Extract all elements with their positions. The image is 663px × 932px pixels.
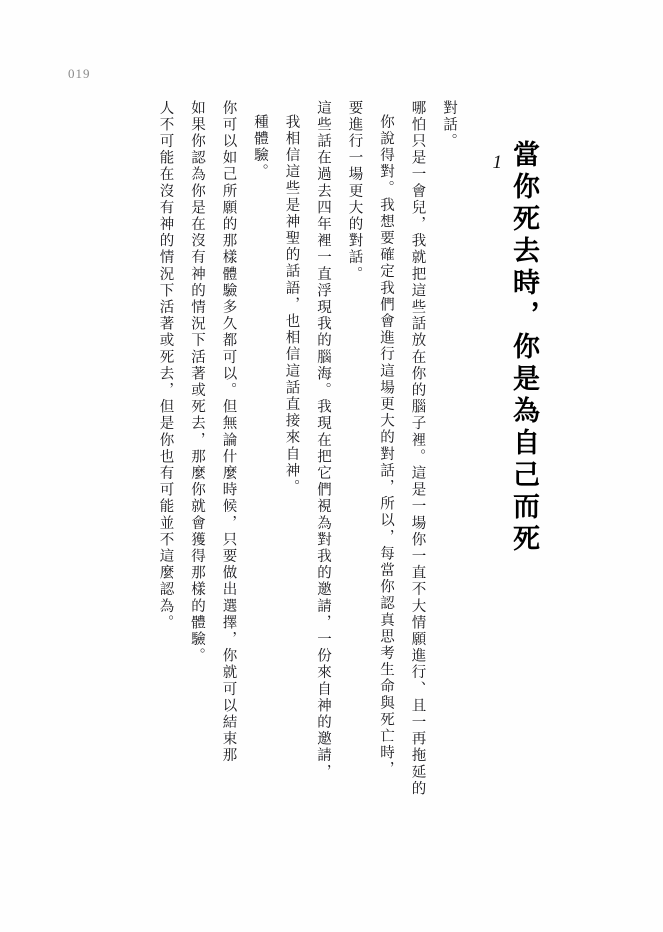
text-column: 對話。 [441,100,457,150]
chapter-title: 當你死去時，你是為自己而死 [508,140,539,556]
text-column: 這些話在過去四年裡一直浮現我的腦海。我現在把它們視為對我的邀請，一份來自神的邀請， [315,100,331,781]
text-column: 人不可能在沒有神的情況下活著或死去，但是你也有可能並不這麼認為。 [157,100,174,632]
text-column: 如果你認為你是在沒有神的情況下活著或死去，那麼你就會獲得那樣的體驗。 [189,100,205,665]
text-column: 我相信這些是神聖的話語，也相信這話直接來自神。 [283,114,300,496]
body-text [158,100,473,900]
text-column: 種體驗。 [252,114,268,181]
text-column: 你說得對。我想要確定我們會進行這場更大的對話，所以，每當你認真思考生命與死亡時， [378,114,394,778]
text-column: 哪怕只是一會兒，我就把這些話放在你的腦子裡。這是一場你一直不大情願進行、且一再拖延的 [409,100,426,798]
page-number: 019 [68,66,91,81]
chapter-number: 1 [492,152,502,173]
text-column: 要進行一場更大的對話。 [346,100,363,283]
text-column: 你可以如己所願的那樣體驗多久都可以。但無論什麼時候，只要做出選擇，你就可以結束那 [220,100,237,764]
chapter-heading [464,140,537,556]
